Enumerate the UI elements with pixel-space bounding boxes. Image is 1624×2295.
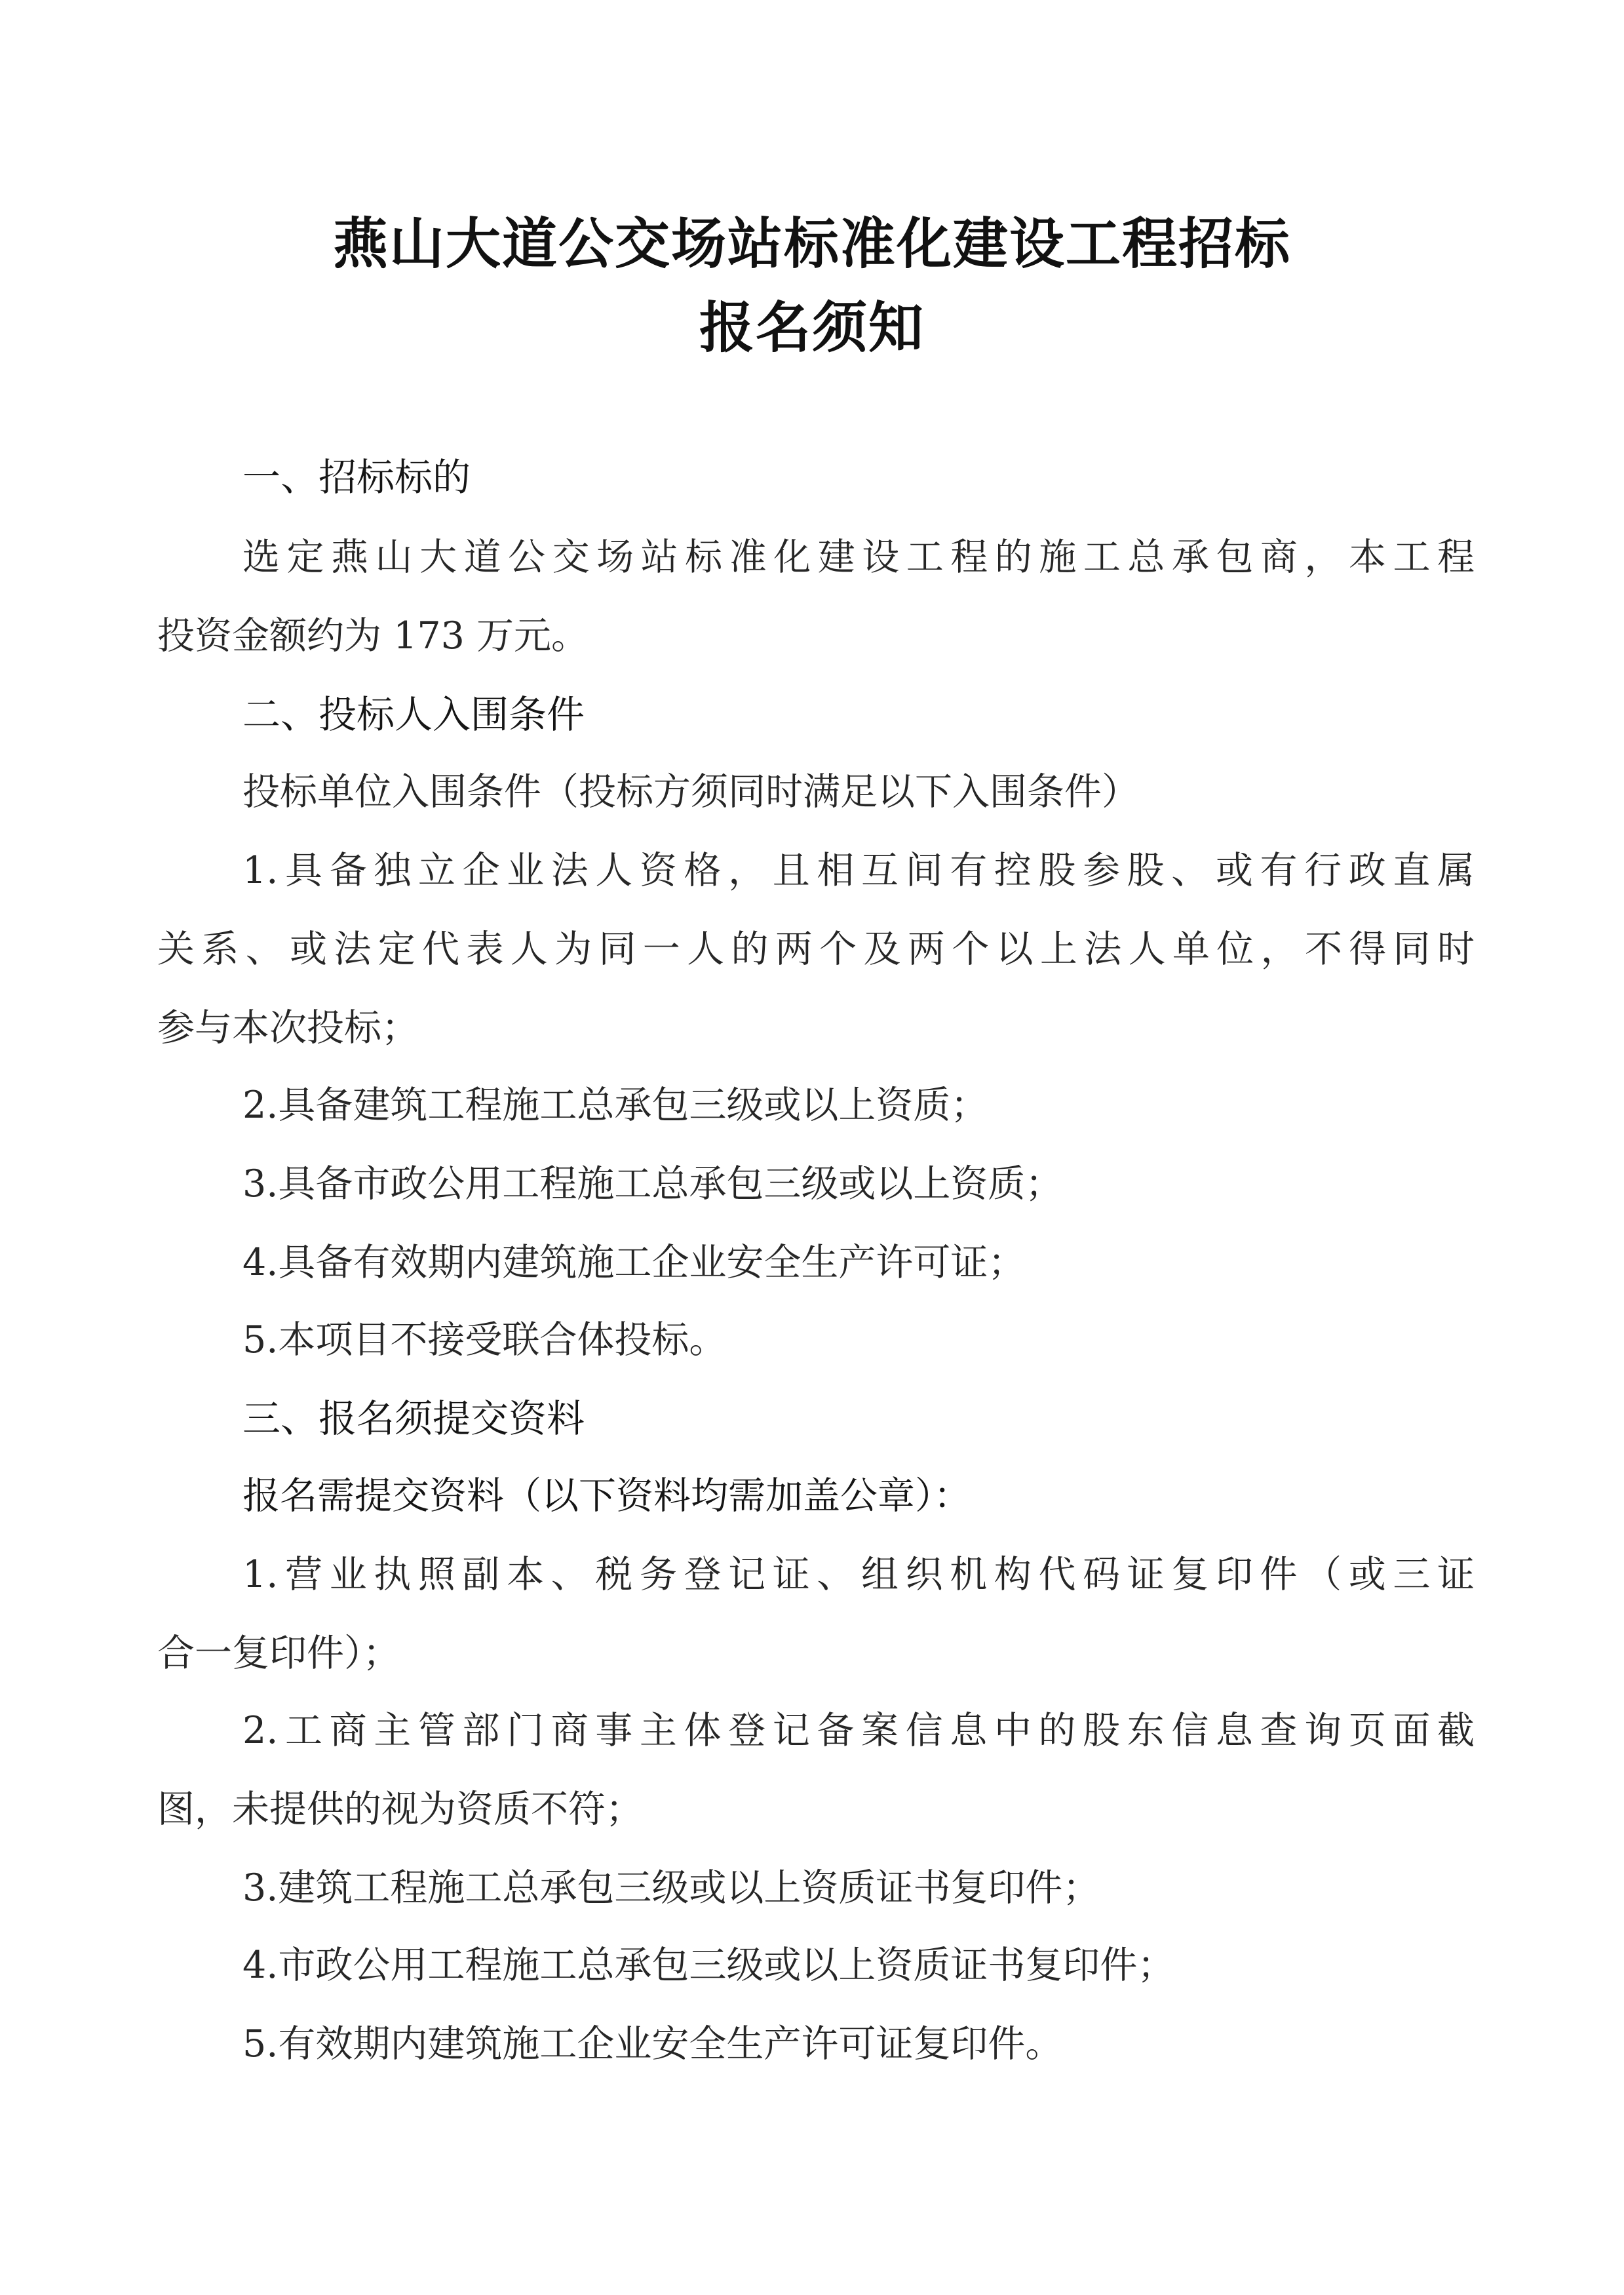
section-1-paragraph-line: 投资金额约为 173 万元。 [157,614,589,657]
qualification-item-1-line: 参与本次投标； [157,1006,419,1049]
qualification-item-2: 2.具备建筑工程施工总承包三级或以上资质； [242,1084,988,1127]
section-heading-bidding-subject: 一、招标标的 [242,455,471,500]
qualification-item-1-line: 关系、或法定代表人为同一人的两个及两个以上法人单位，不得同时 [157,928,1475,971]
document-title: 燕山大道公交场站标准化建设工程招标 [332,212,1291,276]
document-item-2-line: 2.工商主管部门商事主体登记备案信息中的股东信息查询页面截 [242,1709,1475,1752]
section-heading-bidder-qualifications: 二、投标人入围条件 [242,692,585,737]
qualification-item-1-line: 1.具备独立企业法人资格，且相互间有控股参股、或有行政直属 [242,849,1475,892]
qualification-item-3: 3.具备市政公用工程施工总承包三级或以上资质； [242,1162,1063,1206]
document-item-4: 4.市政公用工程施工总承包三级或以上资质证书复印件； [242,1944,1175,1987]
section-2-intro: 投标单位入围条件（投标方须同时满足以下入围条件） [242,770,1139,814]
document-item-3: 3.建筑工程施工总承包三级或以上资质证书复印件； [242,1866,1100,1910]
section-heading-required-documents: 三、报名须提交资料 [242,1396,585,1441]
section-1-paragraph-line: 选定燕山大道公交场站标准化建设工程的施工总承包商，本工程 [242,536,1475,579]
document-item-1-line: 1.营业执照副本、税务登记证、组织机构代码证复印件（或三证 [242,1553,1475,1596]
document-subtitle: 报名须知 [699,296,925,360]
qualification-item-4: 4.具备有效期内建筑施工企业安全生产许可证； [242,1241,1026,1284]
document-item-5: 5.有效期内建筑施工企业安全生产许可证复印件。 [242,2022,1063,2066]
document-item-1-line: 合一复印件）； [157,1632,400,1675]
section-3-intro: 报名需提交资料（以下资料均需加盖公章）： [242,1474,971,1518]
document-item-2-line: 图，未提供的视为资质不符； [157,1788,643,1831]
qualification-item-5: 5.本项目不接受联合体投标。 [242,1318,727,1362]
